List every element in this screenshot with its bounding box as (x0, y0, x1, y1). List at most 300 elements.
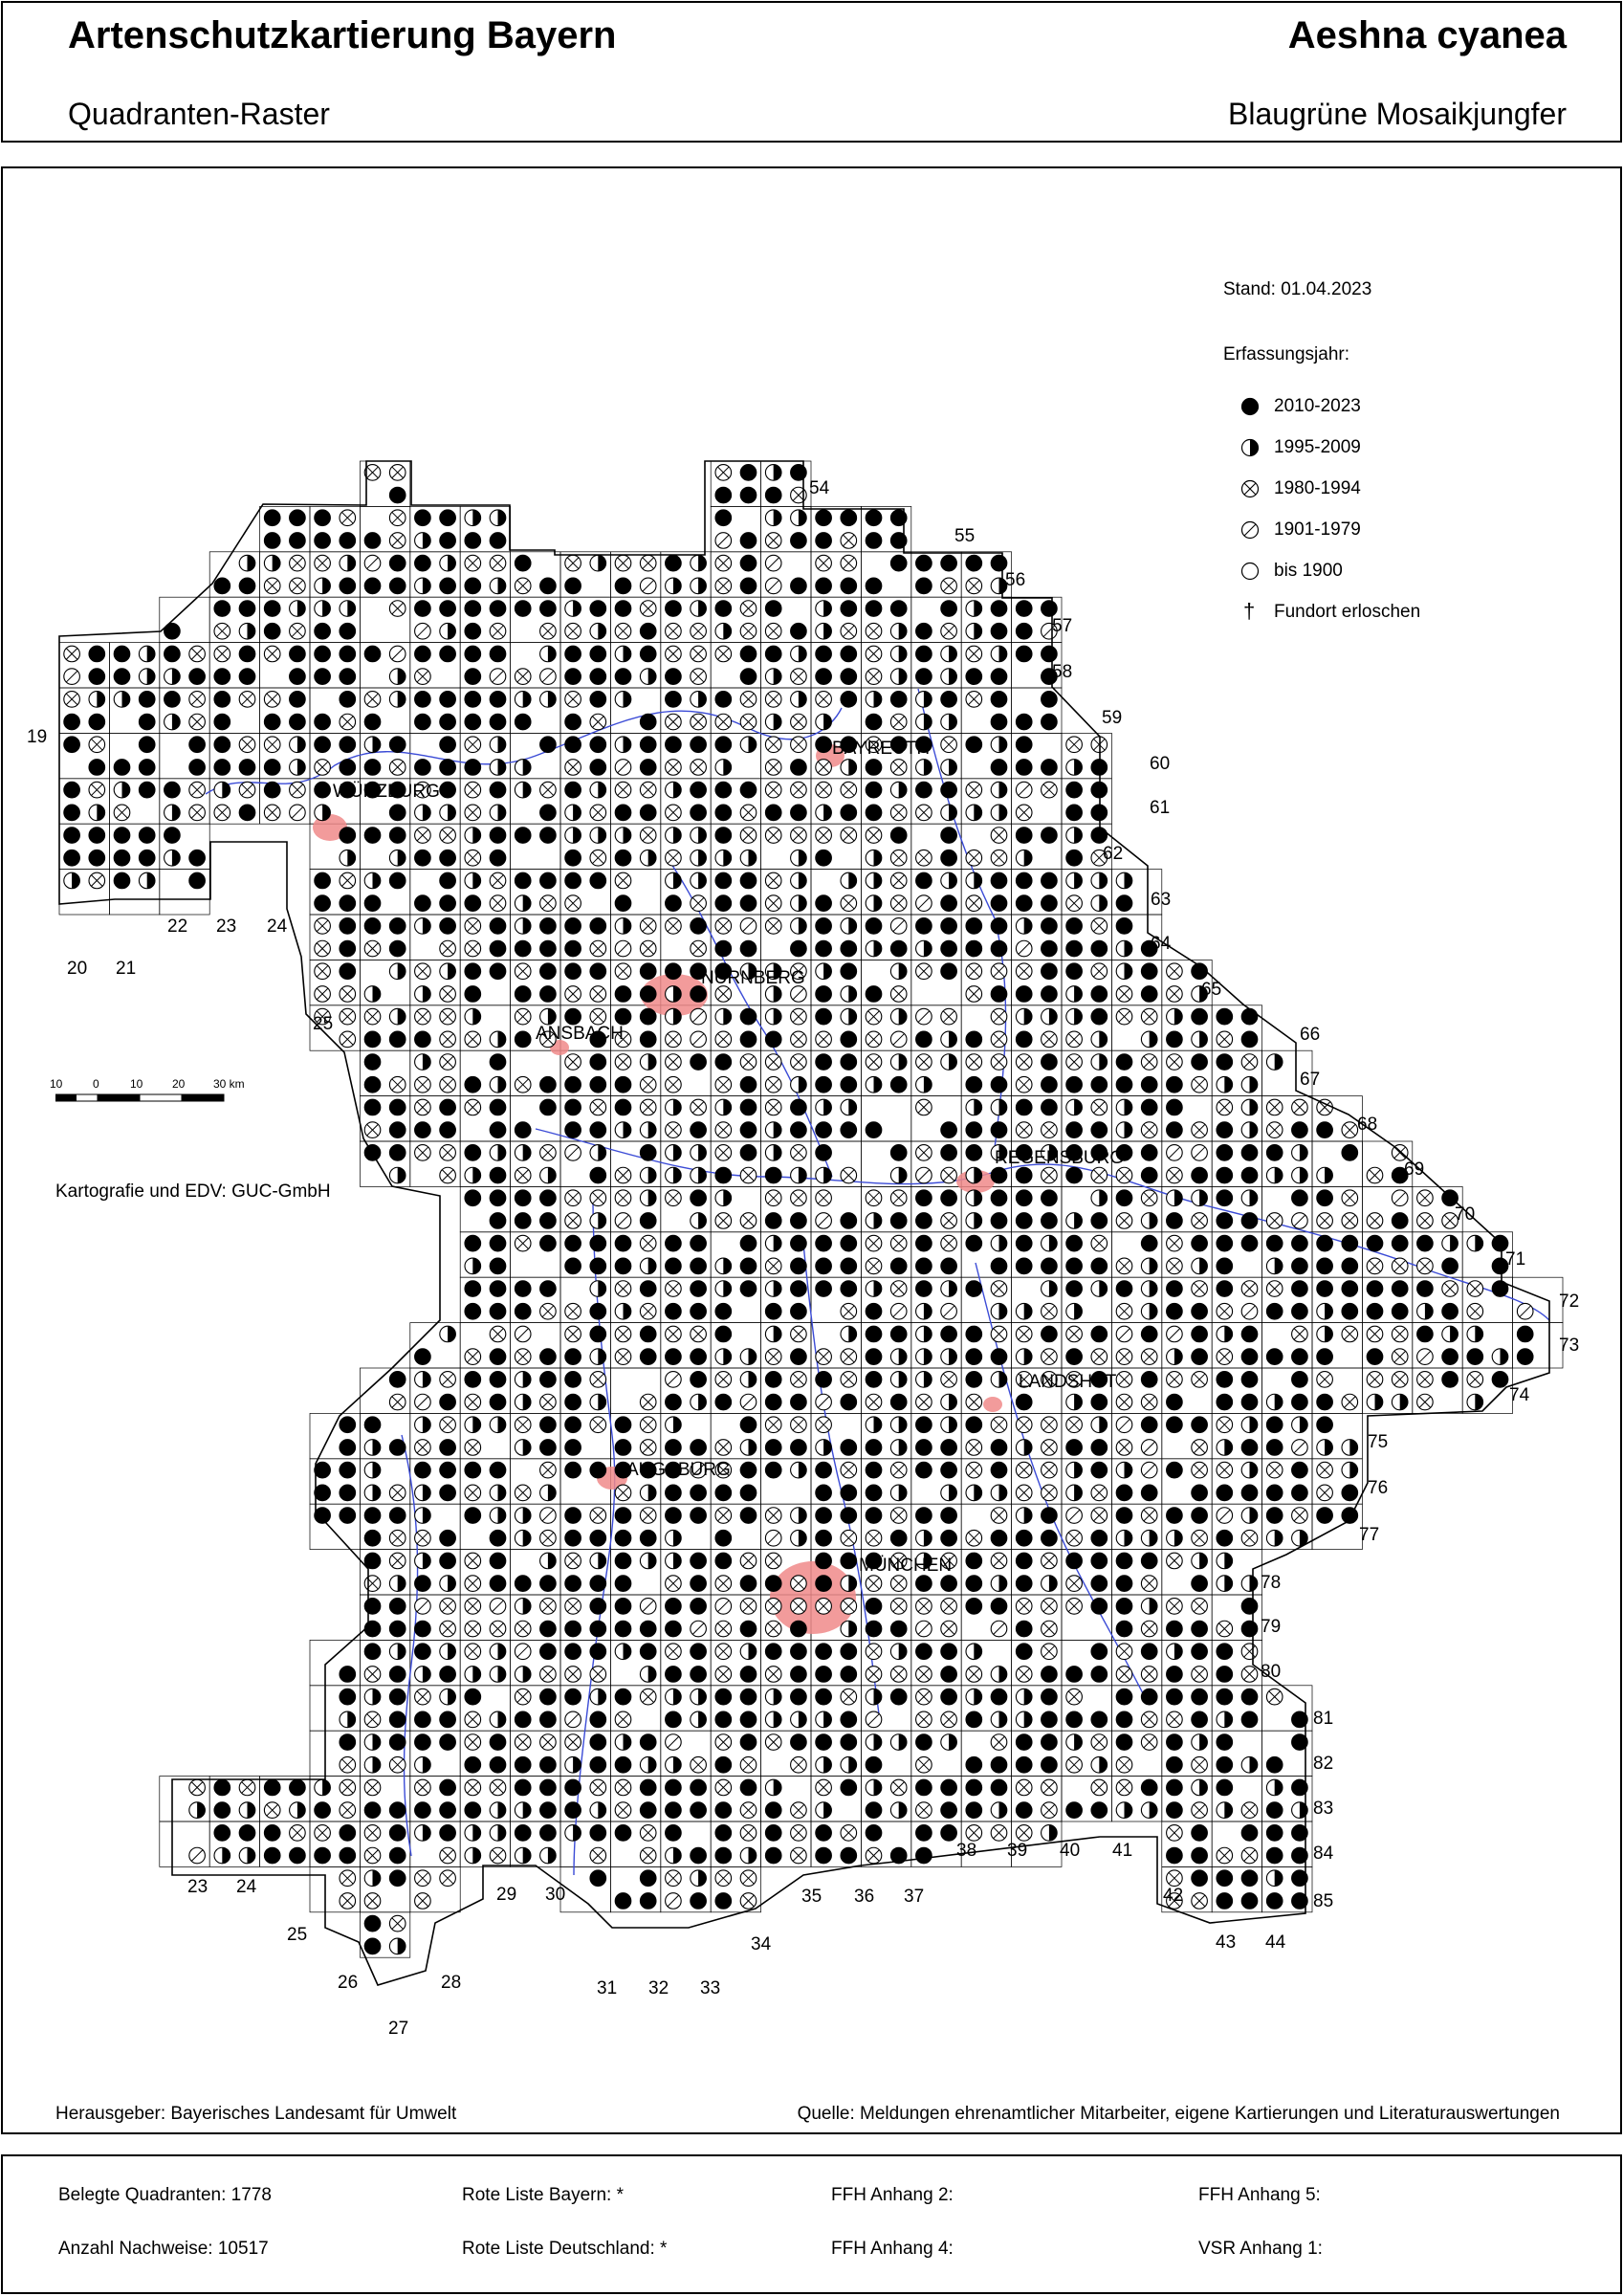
occurrence-symbol (465, 601, 481, 617)
occurrence-symbol (866, 1190, 882, 1206)
occurrence-symbol (214, 782, 230, 798)
occurrence-symbol (791, 782, 807, 798)
occurrence-symbol (816, 918, 832, 935)
grid-label: 64 (1151, 934, 1172, 954)
occurrence-symbol (1016, 1779, 1032, 1796)
occurrence-symbol (565, 828, 581, 844)
occurrence-symbol (991, 1008, 1007, 1025)
occurrence-symbol (540, 1145, 557, 1161)
occurrence-symbol (1367, 1326, 1383, 1342)
occurrence-symbol (1066, 782, 1083, 798)
occurrence-symbol (1266, 1235, 1283, 1251)
occurrence-symbol (816, 578, 832, 594)
occurrence-symbol (415, 1576, 431, 1592)
occurrence-symbol (866, 1825, 882, 1842)
occurrence-symbol (715, 1689, 732, 1705)
occurrence-symbol (640, 646, 656, 662)
occurrence-symbol (1292, 1167, 1308, 1183)
occurrence-symbol (1016, 1667, 1032, 1683)
occurrence-symbol (389, 1372, 406, 1388)
occurrence-symbol (740, 1462, 757, 1478)
occurrence-symbol (1141, 1054, 1157, 1071)
grid-label: 73 (1559, 1336, 1580, 1356)
occurrence-symbol (791, 737, 807, 753)
occurrence-symbol (490, 1711, 506, 1728)
occurrence-symbol (666, 1349, 682, 1365)
occurrence-symbol (1116, 1258, 1132, 1274)
occurrence-symbol (941, 646, 957, 662)
occurrence-symbol (740, 1167, 757, 1183)
occurrence-symbol (89, 782, 105, 798)
occurrence-symbol (1116, 872, 1132, 889)
occurrence-symbol (590, 646, 606, 662)
occurrence-symbol (1016, 850, 1032, 866)
occurrence-symbol (841, 646, 857, 662)
occurrence-symbol (1141, 1349, 1157, 1365)
occurrence-symbol (916, 669, 932, 685)
occurrence-symbol (540, 805, 557, 821)
occurrence-symbol (890, 646, 907, 662)
occurrence-symbol (415, 1802, 431, 1819)
occurrence-symbol (540, 1779, 557, 1796)
occurrence-symbol (340, 850, 356, 866)
occurrence-symbol (1141, 1417, 1157, 1433)
occurrence-symbol (715, 1054, 732, 1071)
occurrence-symbol (1167, 1303, 1183, 1319)
occurrence-symbol (740, 1644, 757, 1660)
occurrence-symbol (916, 1462, 932, 1478)
occurrence-symbol (1217, 1621, 1233, 1637)
occurrence-symbol (1066, 1281, 1083, 1297)
occurrence-symbol (389, 1008, 406, 1025)
occurrence-symbol (340, 1893, 356, 1910)
occurrence-symbol (991, 692, 1007, 708)
occurrence-symbol (1141, 1462, 1157, 1478)
occurrence-symbol (791, 510, 807, 526)
occurrence-symbol (890, 692, 907, 708)
occurrence-symbol (590, 1394, 606, 1410)
occurrence-symbol (841, 1326, 857, 1342)
occurrence-symbol (941, 1485, 957, 1501)
legend-heading: Erfassungsjahr: (1223, 344, 1350, 364)
occurrence-symbol (816, 850, 832, 866)
occurrence-symbol (615, 1779, 631, 1796)
occurrence-symbol (941, 1734, 957, 1751)
occurrence-symbol (841, 623, 857, 639)
occurrence-symbol (1066, 986, 1083, 1003)
occurrence-symbol (1042, 1281, 1058, 1297)
crossed-circle-icon (1242, 481, 1259, 497)
occurrence-symbol (565, 714, 581, 730)
occurrence-symbol (1392, 1326, 1408, 1342)
occurrence-symbol (1266, 1462, 1283, 1478)
occurrence-symbol (890, 1326, 907, 1342)
occurrence-symbol (1292, 1326, 1308, 1342)
occurrence-symbol (1091, 1258, 1108, 1274)
occurrence-symbol (415, 805, 431, 821)
occurrence-symbol (415, 1644, 431, 1660)
occurrence-symbol (590, 1802, 606, 1819)
occurrence-symbol (1292, 1190, 1308, 1206)
occurrence-symbol (389, 692, 406, 708)
occurrence-symbol (740, 1008, 757, 1025)
occurrence-symbol (465, 895, 481, 912)
occurrence-symbol (189, 669, 206, 685)
occurrence-symbol (540, 1508, 557, 1524)
occurrence-symbol (1266, 1349, 1283, 1365)
occurrence-symbol (1116, 1394, 1132, 1410)
occurrence-symbol (1241, 1031, 1258, 1048)
occurrence-symbol (666, 1326, 682, 1342)
occurrence-symbol (89, 872, 105, 889)
occurrence-symbol (615, 1802, 631, 1819)
occurrence-symbol (415, 1485, 431, 1501)
occurrence-symbol (666, 760, 682, 776)
occurrence-symbol (415, 533, 431, 549)
occurrence-symbol (389, 1689, 406, 1705)
occurrence-symbol (1167, 1326, 1183, 1342)
occurrence-symbol (364, 1462, 381, 1478)
occurrence-symbol (490, 1145, 506, 1161)
occurrence-symbol (691, 737, 707, 753)
occurrence-symbol (565, 782, 581, 798)
occurrence-symbol (540, 646, 557, 662)
occurrence-symbol (1141, 1258, 1157, 1274)
occurrence-symbol (765, 1031, 781, 1048)
occurrence-symbol (389, 1870, 406, 1887)
occurrence-symbol (590, 1008, 606, 1025)
occurrence-symbol (1392, 1213, 1408, 1229)
legend-label-extinct: Fundort erloschen (1274, 602, 1421, 622)
occurrence-symbol (565, 578, 581, 594)
occurrence-symbol (440, 1054, 456, 1071)
occurrence-symbol (590, 1303, 606, 1319)
grid-label: 22 (167, 916, 188, 937)
occurrence-symbol (565, 646, 581, 662)
occurrence-symbol (1192, 1054, 1208, 1071)
occurrence-symbol (465, 1372, 481, 1388)
occurrence-symbol (765, 1008, 781, 1025)
occurrence-symbol (515, 895, 531, 912)
occurrence-symbol (1016, 1599, 1032, 1615)
occurrence-symbol (590, 1076, 606, 1093)
occurrence-symbol (765, 533, 781, 549)
occurrence-symbol (791, 1326, 807, 1342)
footer-rote-liste-bayern: Rote Liste Bayern: * (462, 2185, 624, 2205)
occurrence-symbol (715, 850, 732, 866)
occurrence-symbol (765, 487, 781, 503)
occurrence-symbol (164, 805, 181, 821)
occurrence-symbol (715, 1644, 732, 1660)
occurrence-symbol (490, 1462, 506, 1478)
occurrence-symbol (1116, 1508, 1132, 1524)
occurrence-symbol (666, 1893, 682, 1910)
occurrence-symbol (740, 1213, 757, 1229)
occurrence-symbol (1091, 1054, 1108, 1071)
occurrence-symbol (315, 986, 331, 1003)
occurrence-symbol (189, 714, 206, 730)
occurrence-symbol (916, 760, 932, 776)
occurrence-symbol (1217, 1734, 1233, 1751)
occurrence-symbol (1192, 1689, 1208, 1705)
occurrence-symbol (1116, 986, 1132, 1003)
occurrence-symbol (1467, 1326, 1483, 1342)
occurrence-symbol (890, 1190, 907, 1206)
occurrence-symbol (364, 1893, 381, 1910)
occurrence-symbol (490, 1122, 506, 1138)
occurrence-symbol (364, 1440, 381, 1456)
occurrence-symbol (715, 918, 732, 935)
occurrence-symbol (890, 1145, 907, 1161)
occurrence-symbol (515, 1303, 531, 1319)
occurrence-symbol (340, 828, 356, 844)
occurrence-symbol (991, 737, 1007, 753)
occurrence-symbol (465, 1644, 481, 1660)
occurrence-symbol (866, 601, 882, 617)
occurrence-symbol (890, 1281, 907, 1297)
occurrence-symbol (640, 918, 656, 935)
occurrence-symbol (440, 1689, 456, 1705)
occurrence-symbol (866, 1802, 882, 1819)
occurrence-symbol (1292, 1462, 1308, 1478)
occurrence-symbol (490, 1667, 506, 1683)
occurrence-symbol (615, 1349, 631, 1365)
occurrence-symbol (515, 1190, 531, 1206)
occurrence-symbol (1016, 1213, 1032, 1229)
occurrence-symbol (89, 737, 105, 753)
occurrence-symbol (966, 737, 982, 753)
occurrence-symbol (715, 1870, 732, 1887)
occurrence-symbol (490, 963, 506, 980)
occurrence-symbol (1042, 1599, 1058, 1615)
occurrence-symbol (565, 1372, 581, 1388)
occurrence-symbol (1266, 1281, 1283, 1297)
occurrence-symbol (941, 805, 957, 821)
occurrence-symbol (640, 1099, 656, 1115)
occurrence-symbol (1217, 1779, 1233, 1796)
occurrence-symbol (515, 1530, 531, 1546)
occurrence-symbol (841, 805, 857, 821)
occurrence-symbol (89, 850, 105, 866)
occurrence-symbol (691, 578, 707, 594)
occurrence-symbol (1167, 1779, 1183, 1796)
occurrence-symbol (440, 1462, 456, 1478)
footer-ffh-anhang-4: FFH Anhang 4: (831, 2239, 954, 2259)
occurrence-symbol (1091, 1462, 1108, 1478)
occurrence-symbol (540, 1530, 557, 1546)
occurrence-symbol (1266, 1893, 1283, 1910)
occurrence-symbol (615, 578, 631, 594)
occurrence-symbol (189, 805, 206, 821)
occurrence-symbol (1016, 1621, 1032, 1637)
occurrence-symbol (465, 782, 481, 798)
occurrence-symbol (916, 1031, 932, 1048)
occurrence-symbol (1116, 1711, 1132, 1728)
occurrence-symbol (1217, 1008, 1233, 1025)
occurrence-symbol (991, 1553, 1007, 1569)
occurrence-symbol (189, 1779, 206, 1796)
occurrence-symbol (1016, 1235, 1032, 1251)
occurrence-symbol (666, 1394, 682, 1410)
occurrence-symbol (340, 895, 356, 912)
occurrence-symbol (866, 646, 882, 662)
occurrence-symbol (841, 1530, 857, 1546)
occurrence-symbol (565, 1326, 581, 1342)
occurrence-symbol (1066, 1213, 1083, 1229)
page-title: Artenschutzkartierung Bayern (68, 14, 617, 56)
occurrence-symbol (765, 1281, 781, 1297)
occurrence-symbol (1217, 1462, 1233, 1478)
occurrence-symbol (465, 646, 481, 662)
occurrence-symbol (590, 1870, 606, 1887)
grid-label: 62 (1103, 844, 1124, 864)
occurrence-symbol (490, 1734, 506, 1751)
occurrence-symbol (691, 1031, 707, 1048)
occurrence-symbol (139, 782, 155, 798)
publisher-text: Herausgeber: Bayerisches Landesamt für Umwelt (55, 2104, 457, 2124)
occurrence-symbol (1192, 1779, 1208, 1796)
occurrence-symbol (415, 1779, 431, 1796)
occurrence-symbol (1116, 1734, 1132, 1751)
occurrence-symbol (816, 646, 832, 662)
grid-label: 78 (1261, 1573, 1282, 1593)
occurrence-symbol (1241, 1576, 1258, 1592)
occurrence-symbol (490, 1054, 506, 1071)
occurrence-symbol (666, 850, 682, 866)
occurrence-symbol (290, 623, 306, 639)
occurrence-symbol (615, 1508, 631, 1524)
occurrence-symbol (465, 760, 481, 776)
footer-box (1, 2154, 1622, 2294)
occurrence-symbol (540, 1847, 557, 1864)
occurrence-symbol (540, 1076, 557, 1093)
occurrence-symbol (565, 692, 581, 708)
occurrence-symbol (691, 760, 707, 776)
occurrence-symbol (490, 1621, 506, 1637)
occurrence-symbol (465, 1485, 481, 1501)
occurrence-symbol (941, 1599, 957, 1615)
occurrence-symbol (666, 1235, 682, 1251)
occurrence-symbol (765, 805, 781, 821)
occurrence-symbol (715, 1825, 732, 1842)
occurrence-symbol (666, 1508, 682, 1524)
occurrence-symbol (866, 692, 882, 708)
occurrence-symbol (239, 669, 255, 685)
occurrence-symbol (340, 940, 356, 957)
occurrence-symbol (890, 940, 907, 957)
occurrence-symbol (866, 1530, 882, 1546)
occurrence-symbol (941, 578, 957, 594)
occurrence-symbol (816, 1553, 832, 1569)
occurrence-symbol (866, 1235, 882, 1251)
occurrence-symbol (389, 1031, 406, 1048)
occurrence-symbol (1091, 1031, 1108, 1048)
occurrence-symbol (139, 692, 155, 708)
occurrence-symbol (364, 1621, 381, 1637)
occurrence-symbol (465, 1349, 481, 1365)
occurrence-symbol (1266, 1122, 1283, 1138)
occurrence-symbol (1292, 1440, 1308, 1456)
occurrence-symbol (540, 1756, 557, 1773)
occurrence-symbol (991, 1417, 1007, 1433)
occurrence-symbol (389, 1756, 406, 1773)
grid-label: 29 (496, 1885, 517, 1905)
occurrence-symbol (966, 1281, 982, 1297)
occurrence-symbol (440, 1711, 456, 1728)
occurrence-symbol (1091, 1530, 1108, 1546)
occurrence-symbol (540, 918, 557, 935)
occurrence-symbol (465, 692, 481, 708)
slashed-circle-icon (1242, 522, 1259, 539)
occurrence-symbol (1116, 1553, 1132, 1569)
occurrence-symbol (866, 895, 882, 912)
occurrence-symbol (691, 895, 707, 912)
occurrence-symbol (1091, 1417, 1108, 1433)
occurrence-symbol (816, 1349, 832, 1365)
occurrence-symbol (991, 1530, 1007, 1546)
occurrence-symbol (966, 555, 982, 571)
page-subtitle: Quadranten-Raster (68, 97, 330, 131)
occurrence-symbol (666, 1076, 682, 1093)
occurrence-symbol (1417, 1394, 1434, 1410)
occurrence-symbol (540, 1213, 557, 1229)
occurrence-symbol (765, 646, 781, 662)
grid-label: 81 (1313, 1709, 1334, 1729)
occurrence-symbol (615, 1099, 631, 1115)
occurrence-symbol (364, 986, 381, 1003)
occurrence-symbol (916, 940, 932, 957)
occurrence-symbol (816, 1031, 832, 1048)
occurrence-symbol (1116, 963, 1132, 980)
occurrence-symbol (1016, 1417, 1032, 1433)
occurrence-symbol (465, 1621, 481, 1637)
occurrence-symbol (615, 918, 631, 935)
occurrence-symbol (440, 1122, 456, 1138)
occurrence-symbol (1016, 986, 1032, 1003)
occurrence-symbol (966, 850, 982, 866)
occurrence-symbol (816, 1076, 832, 1093)
occurrence-symbol (114, 828, 130, 844)
occurrence-symbol (866, 1076, 882, 1093)
occurrence-symbol (1091, 918, 1108, 935)
occurrence-symbol (239, 782, 255, 798)
occurrence-symbol (916, 692, 932, 708)
occurrence-symbol (364, 1667, 381, 1683)
occurrence-symbol (1066, 895, 1083, 912)
occurrence-symbol (866, 805, 882, 821)
occurrence-symbol (1442, 1326, 1459, 1342)
occurrence-symbol (691, 1258, 707, 1274)
occurrence-symbol (916, 963, 932, 980)
occurrence-symbol (1042, 872, 1058, 889)
occurrence-symbol (816, 1599, 832, 1615)
occurrence-symbol (666, 1756, 682, 1773)
occurrence-symbol (615, 1553, 631, 1569)
occurrence-symbol (866, 1756, 882, 1773)
occurrence-symbol (540, 1303, 557, 1319)
occurrence-symbol (1417, 1326, 1434, 1342)
occurrence-symbol (991, 1326, 1007, 1342)
occurrence-symbol (666, 1734, 682, 1751)
occurrence-symbol (1266, 1689, 1283, 1705)
occurrence-symbol (340, 646, 356, 662)
occurrence-symbol (841, 1508, 857, 1524)
occurrence-symbol (816, 510, 832, 526)
occurrence-symbol (490, 510, 506, 526)
occurrence-symbol (890, 760, 907, 776)
occurrence-symbol (1467, 1303, 1483, 1319)
occurrence-symbol (1241, 1190, 1258, 1206)
